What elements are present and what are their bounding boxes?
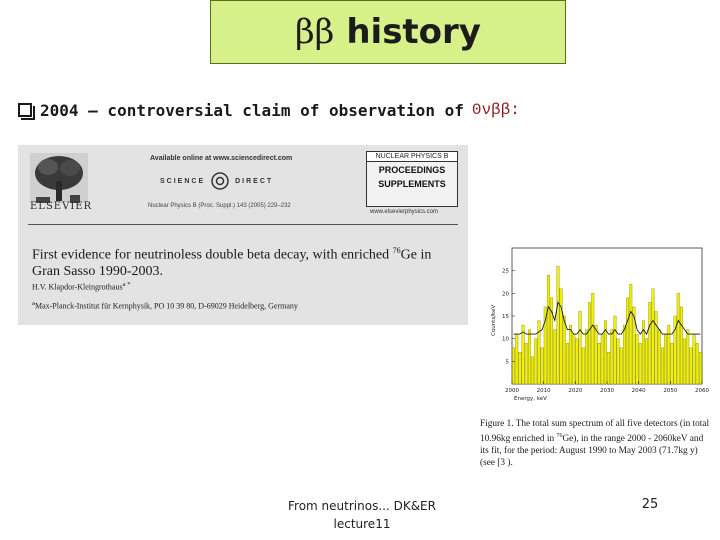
spectrum-bar (617, 339, 620, 384)
spectrum-bar (655, 311, 658, 384)
spectrum-bar (591, 293, 594, 384)
spectrum-bar (683, 339, 686, 384)
spectrum-bar (557, 266, 560, 384)
spectrum-bar (519, 352, 522, 384)
spectrum-bar (693, 334, 696, 384)
y-tick-label: 25 (502, 268, 509, 275)
sciencedirect-logo (160, 171, 273, 191)
spectrum-bar (582, 348, 585, 384)
spectrum-bar (585, 330, 588, 384)
x-tick-label: 2060 (695, 388, 709, 394)
spectrum-bar (699, 352, 702, 384)
spectrum-bar (528, 330, 531, 384)
y-tick-label: 20 (502, 291, 509, 298)
bullet-tail: 0νββ: (471, 101, 520, 119)
spectrum-bar (560, 289, 563, 384)
journal-reference: Nuclear Physics B (Proc. Suppl.) 143 (2005) 229–232 (148, 203, 291, 209)
spectrum-bar (607, 352, 610, 384)
y-axis-label: Counts/keV (491, 304, 497, 336)
spectrum-bar (541, 348, 544, 384)
x-tick-label: 2040 (631, 388, 646, 394)
x-tick-label: 2050 (663, 388, 678, 394)
paper-title-part1: First evidence for neutrinoless double beta decay, with enriched (32, 247, 393, 263)
footer-course (262, 497, 462, 533)
title-greek: ββ (295, 12, 335, 52)
spectrum-bar (629, 284, 632, 384)
spectrum-bar (515, 334, 518, 384)
spectrum-bar (563, 316, 566, 384)
spectrum-bar (636, 334, 639, 384)
spectrum-bar (680, 307, 683, 384)
paper-author: H.V. Klapdor-Kleingrothaus$^{a *}$ (32, 281, 131, 292)
bullet-point (18, 99, 520, 121)
slide-title (210, 0, 566, 64)
header-divider (28, 224, 458, 225)
spectrum-bar (538, 321, 541, 384)
plot-frame (512, 248, 702, 384)
spectrum-bar (534, 339, 537, 384)
spectrum-plot (488, 240, 710, 408)
spectrum-bar (652, 289, 655, 384)
spectrum-chart (488, 240, 710, 408)
spectrum-bar (661, 348, 664, 384)
article-header-image (18, 145, 468, 325)
spectrum-bar (576, 339, 579, 384)
author-name: H.V. Klapdor-Kleingrothaus (32, 282, 123, 292)
paper-title-isotope: 76 (392, 246, 401, 255)
spectrum-bar (598, 343, 601, 384)
spectrum-bar (579, 311, 582, 384)
x-tick-label: 2020 (568, 388, 583, 394)
spectrum-bar (588, 302, 591, 384)
spectrum-bar (572, 334, 575, 384)
paper-title-part2: Ge in Gran Sasso 1990-2003. (32, 247, 432, 279)
proceedings-top: NUCLEAR PHYSICS B (367, 152, 457, 162)
spectrum-bar (648, 302, 651, 384)
proceedings-line1: PROCEEDINGS (378, 165, 446, 175)
spectrum-bar (696, 343, 699, 384)
spectrum-bar (677, 293, 680, 384)
footer-line1: From neutrinos... DK&ER (288, 499, 436, 513)
spectrum-bar (620, 348, 623, 384)
checkbox-bullet-icon (18, 103, 32, 117)
spectrum-bar (610, 330, 613, 384)
footer-line2: lecture11 (333, 517, 391, 531)
spectrum-bar (531, 357, 534, 384)
figure-caption (480, 418, 712, 469)
caption-part2: Ge), in the range 2000 - 2060keV and its fit, for the period: August 1990 to May 2003 (71.7kg y) (see [3 ). (480, 434, 704, 469)
x-tick-label: 2000 (505, 388, 519, 394)
caption-isotope: 76 (556, 433, 563, 439)
bullet-text: 2004 – controversial claim of observation of (40, 100, 464, 120)
spectrum-bar (547, 275, 550, 384)
spectrum-bar (639, 343, 642, 384)
proceedings-line2: SUPPLEMENTS (378, 179, 446, 189)
spectrum-bar (553, 330, 556, 384)
spectrum-bar (626, 298, 629, 384)
science-word: SCIENCE (160, 177, 206, 185)
y-tick-label: 15 (502, 314, 509, 320)
y-tick-label: 10 (502, 336, 509, 343)
x-tick-label: 2030 (600, 388, 614, 394)
spectrum-bar (671, 343, 674, 384)
title-word: history (346, 12, 481, 52)
proceedings-logo (366, 151, 458, 207)
paper-affiliation: $^a$Max-Planck-Institut für Kernphysik, PO 10 39 80, D-69029 Heidelberg, Germany (32, 300, 298, 311)
journal-website: www.elsevierphysics.com (370, 209, 439, 215)
spectrum-bar (658, 330, 661, 384)
page-number: 25 (641, 497, 659, 512)
affiliation-text: Max-Planck-Institut für Kernphysik, PO 10 39 80, D-69029 Heidelberg, Germany (34, 301, 298, 311)
x-tick-label: 2010 (536, 388, 551, 394)
spectrum-bar (569, 325, 572, 384)
spectrum-bar (623, 325, 626, 384)
spectrum-bar (686, 330, 689, 384)
x-axis-label: Energy, keV (514, 396, 547, 402)
publisher-name: ELSEVIER (30, 201, 93, 212)
direct-word: DIRECT (235, 177, 274, 185)
spectrum-bar (512, 348, 515, 384)
spectrum-bar (690, 348, 693, 384)
spectrum-bar (645, 339, 648, 384)
spectrum-bar (601, 334, 604, 384)
available-online: Available online at www.sciencedirect.com (150, 155, 293, 162)
spectrum-bar (664, 334, 667, 384)
spectrum-bar (614, 316, 617, 384)
spectrum-bar (566, 343, 569, 384)
at-sign-icon (209, 171, 231, 191)
y-tick-label: 5 (505, 359, 509, 366)
spectrum-bar (522, 325, 525, 384)
paper-title (32, 243, 460, 280)
caption-part1: Figure 1. The total sum spectrum of all five detectors (in total 10.96kg enriched in (480, 419, 710, 445)
spectrum-bar (595, 325, 598, 384)
spectrum-bar (525, 343, 528, 384)
